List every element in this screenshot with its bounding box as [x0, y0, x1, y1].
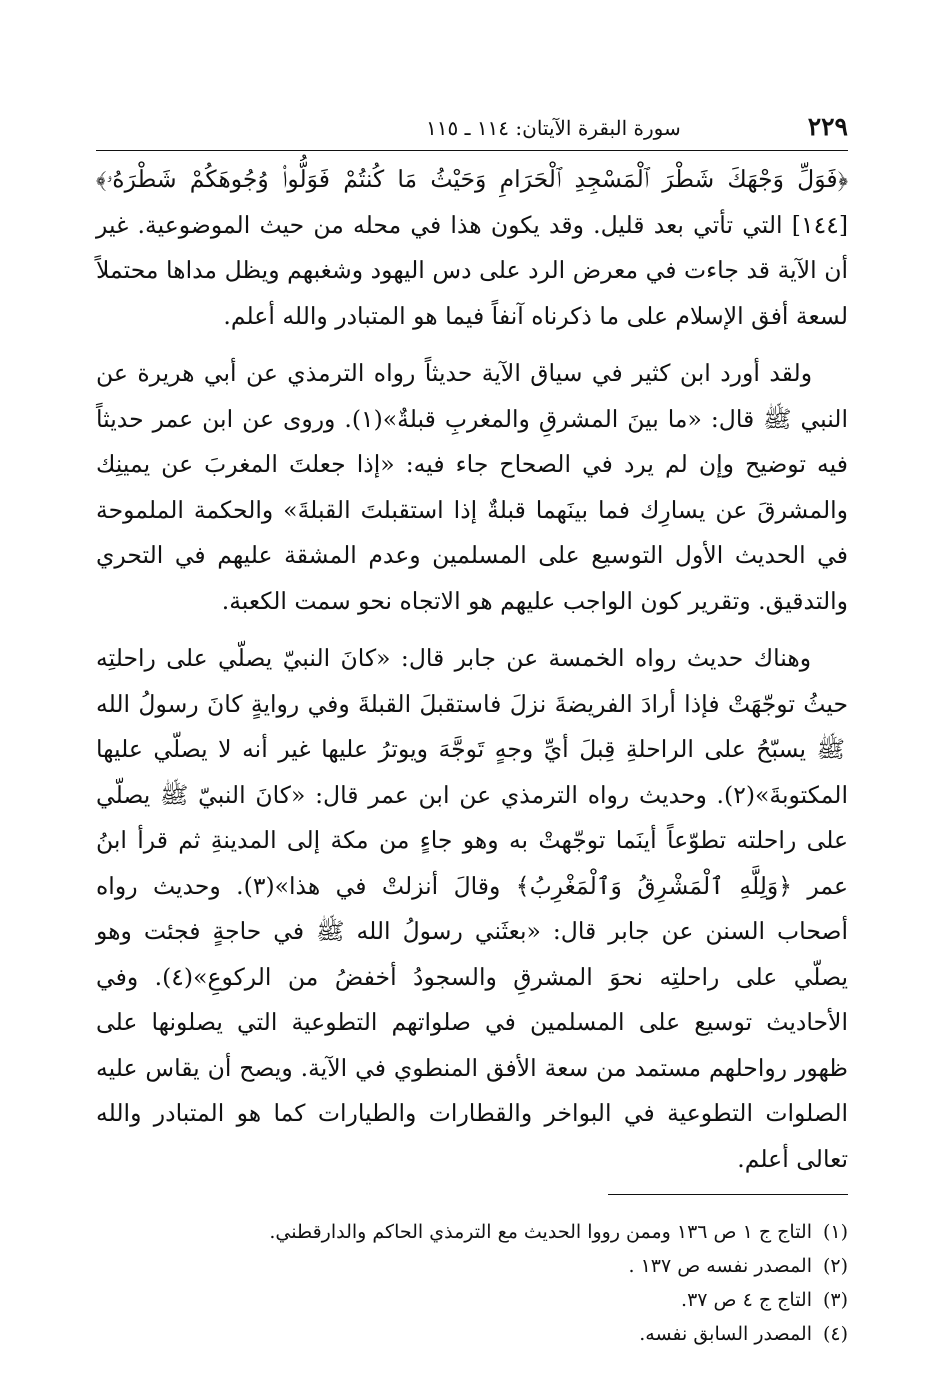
- paragraph-line: ٱلْمَشْرِقُ وَٱلْمَغْرِبُ﴾ وقالَ أنزلتْ في هذا»(٣). وحديث رواه أصحاب السنن عن جابر: [96, 871, 848, 945]
- paragraph-line: يسبّحُ على الراحلةِ قِبلَ أيِّ وجهٍ تَوجَّهَ ويوترُ عليها غير أنه لا يصلّي عليها: [96, 735, 807, 763]
- paragraph-line: راحلته تطوّعاً أينَما توجّهتْ به وهو جاءٍ من مكة إلى المدينةِ ثم قرأ ابنُ عمر ﴿وَلِلَّهِ: [96, 826, 848, 900]
- paragraph-line: المكتوبةَ»(٢). وحديث رواه الترمذي عن ابن عمر قال: «كانَ النبيّ ﷺ يصلّي على: [96, 780, 849, 854]
- paragraph-line: ولقد أورد ابن كثير في سياق الآية حديثاً رواه الترمذي عن أبي هريرة عن: [96, 359, 813, 387]
- paragraph-line: صلواتهم التطوعية التي يصلونها على ظهور رواحلهم مستمد من سعة الأفق: [96, 1008, 848, 1082]
- paragraph: [96, 351, 848, 624]
- footnote: [96, 1283, 848, 1317]
- paragraph: [96, 636, 848, 1182]
- footnote: [96, 1249, 848, 1283]
- paragraph: [96, 157, 848, 339]
- paragraph-line: والسجودُ أخفضُ من الركوعِ»(٤). وفي الأحاديث توسيع على المسلمين في: [96, 962, 848, 1036]
- footnote: [96, 1317, 848, 1351]
- paragraph-line: كون الواجب عليهم هو الاتجاه نحو سمت الكعبة.: [221, 586, 681, 615]
- paragraph-line: المنطوي في الآية. ويصح أن يقاس عليه الصلوات التطوعية في البواخر والقطارات: [96, 1053, 849, 1127]
- paragraph-line: الإسلام على ما ذكرناه آنفاً فيما هو المتبادر والله أعلم.: [223, 301, 744, 330]
- body-text: [96, 157, 848, 1182]
- footnote-number: (٣): [822, 1289, 848, 1311]
- footnote-number: (١): [822, 1221, 848, 1243]
- footnote-number: (٢): [822, 1255, 848, 1277]
- footnote: [96, 1215, 848, 1249]
- paragraph-line: ﴿فَوَلِّ وَجْهَكَ شَطْرَ ٱلْمَسْجِدِ ٱلْحَرَامِ وَحَيْثُ مَا كُنتُمْ فَوَلُّوا۟ وُجُوهَكُمْ شَطْرَهُۥ﴾ [١٤٤] التي: [96, 165, 848, 239]
- paragraph-line: حيثُ توجّهَتْ فإذا أرادَ الفريضةَ نزلَ فاستقبلَ القبلةَ وفي روايةٍ كانَ رسولُ الله ﷺ: [96, 689, 848, 763]
- paragraph-line: توضيح وإن لم يرد في الصحاح جاء فيه: «إذا جعلتَ المغربَ عن يمينِك والمشرقَ: [96, 450, 848, 524]
- page-number: ٢٢٩: [807, 112, 848, 141]
- running-head-title: سورة البقرة الآيتان: ١١٤ ـ ١١٥: [426, 116, 681, 140]
- paragraph-line: وهناك حديث رواه الخمسة عن جابر قال: «كانَ النبيّ يصلّي على راحلتِه: [96, 644, 812, 672]
- paragraph-line: تأتي بعد قليل. وقد يكون هذا في محله من حيث الموضوعية. غير أن الآية قد: [96, 210, 848, 284]
- footnote-divider: [608, 1194, 848, 1195]
- paragraph-line: النبي ﷺ قال: «ما بينَ المشرقِ والمغربِ قبلةٌ»(١). وروى عن ابن عمر حديثاً فيه: [96, 404, 848, 478]
- running-head: [96, 112, 848, 151]
- paragraph-line: الأول التوسيع على المسلمين وعدم المشقة عليهم في التحري والتدقيق. وتقرير: [96, 541, 848, 615]
- footnote-text: المصدر السابق نفسه.: [639, 1323, 812, 1345]
- footnote-text: المصدر نفسه ص ١٣٧ .: [628, 1255, 812, 1277]
- footnote-text: التاج ج ١ ص ١٣٦ وممن رووا الحديث مع الترمذي الحاكم والدارقطني.: [269, 1221, 812, 1243]
- footnote-number: (٤): [822, 1323, 848, 1345]
- paragraph-line: قال: «بعثَني رسولُ الله ﷺ في حاجةٍ فجئت وهو يصلّي على راحلتِه نحوَ المشرقِ: [96, 917, 848, 991]
- paragraph-line: والطيارات كما هو المتبادر والله تعالى أعلم.: [96, 1099, 848, 1173]
- footnotes: [96, 1215, 848, 1351]
- footnote-text: التاج ج ٤ ص ٣٧.: [681, 1289, 812, 1311]
- paragraph-line: جاءت في معرض الرد على دس اليهود وشغبهم ويظل مداها محتملاً لسعة أفق: [96, 256, 848, 330]
- paragraph-line: عن يسارِك فما بينَهما قبلةٌ إذا استقبلتَ القبلةَ» والحكمة الملموحة في الحديث: [96, 495, 848, 569]
